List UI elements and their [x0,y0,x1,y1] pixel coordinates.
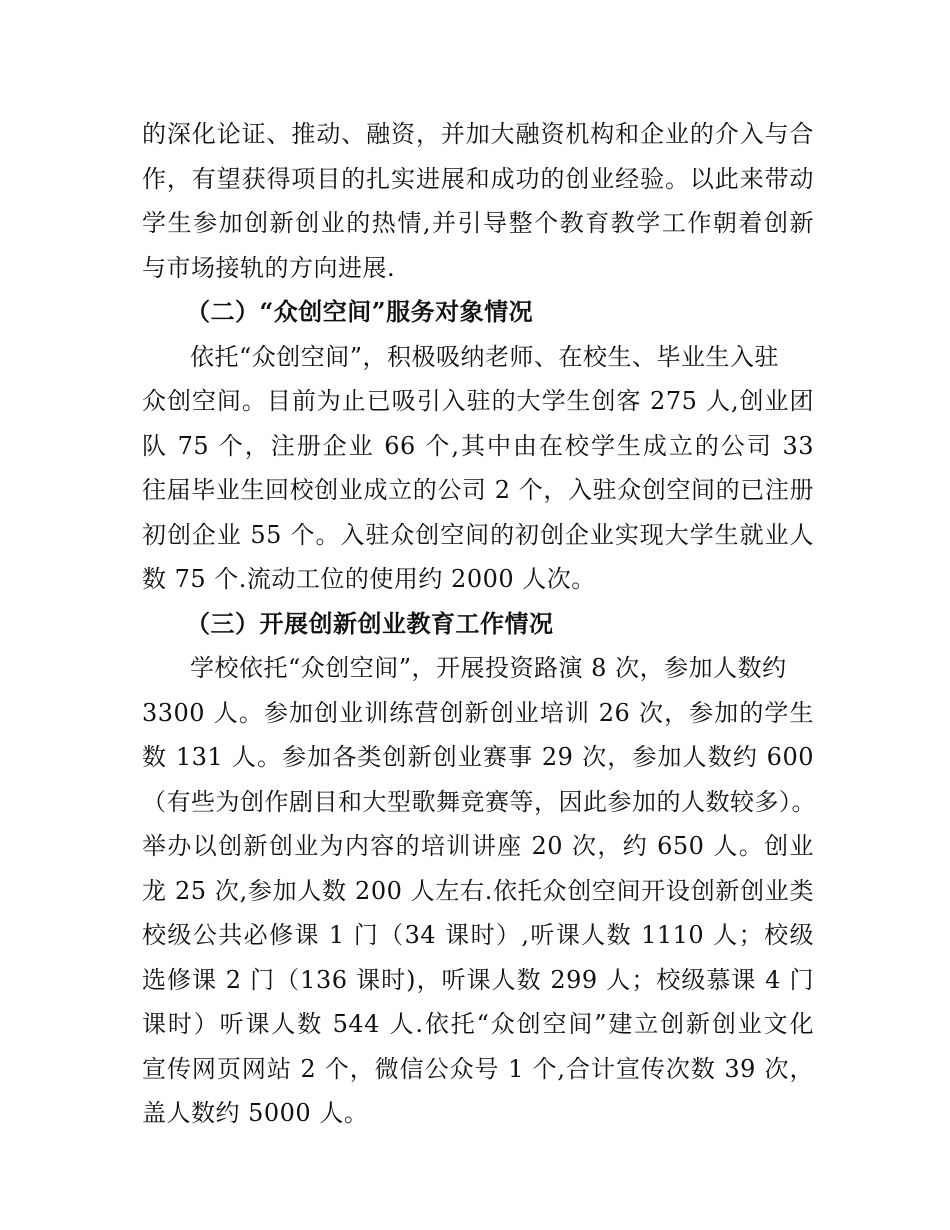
paragraph-service-targets [142,335,814,602]
text-line: 数 131 人。参加各类创新创业赛事 29 次，参加人数约 600 [142,743,814,771]
text-line: 往届毕业生回校创业成立的公司 2 个，入驻众创空间的已注册 [142,476,814,504]
paragraph-education-work [142,646,814,1136]
text-line: 宣传网页网站 2 个，微信公众号 1 个,合计宣传次数 39 次， [142,1054,814,1083]
text-line: 初创企业 55 个。入驻众创空间的初创企业实现大学生就业人 [142,520,814,549]
text-line: 课时）听课人数 544 人.依托“众创空间”建立创新创业文化 [142,1010,814,1038]
document-page [142,112,814,1136]
text-line: 校级公共必修课 1 门（34 课时）,听课人数 1110 人；校级 [142,921,814,949]
text-line: （有些为创作剧目和大型歌舞竞赛等，因此参加的人数较多）。 [142,787,816,816]
text-line: 与市场接轨的方向进展. [142,253,396,282]
text-line: 学生参加创新创业的热情,并引导整个教育教学工作朝着创新 [142,209,814,237]
section-heading-education-work: （三）开展创新创业教育工作情况 [186,608,554,638]
section-heading-service-targets: （二）“众创空间”服务对象情况 [186,297,534,326]
text-line: 众创空间。目前为止已吸引入驻的大学生创客 275 人,创业团 [142,387,814,415]
text-line: 举办以创新创业为内容的培训讲座 20 次，约 650 人。创业 [142,832,814,860]
text-line: 依托“众创空间”，积极吸纳老师、在校生、毕业生入驻 [190,342,780,371]
text-line: 队 75 个，注册企业 66 个,其中由在校学生成立的公司 33 [142,431,814,460]
text-line: 数 75 个.流动工位的使用约 2000 人次。 [142,565,596,593]
text-line: 龙 25 次,参加人数 200 人左右.依托众创空间开设创新创业类 [142,876,814,905]
text-line: 盖人数约 5000 人。 [142,1099,369,1127]
text-line: 作，有望获得项目的扎实进展和成功的创业经验。以此来带动 [142,164,814,193]
paragraph-financing [142,112,814,290]
text-line: 的深化论证、推动、融资，并加大融资机构和企业的介入与合 [142,120,814,148]
text-line: 选修课 2 门（136 课时)，听课人数 299 人；校级慕课 4 门 [142,965,814,994]
text-line: 学校依托“众创空间”，开展投资路演 8 次，参加人数约 [190,654,787,682]
text-line: 3300 人。参加创业训练营创新创业培训 26 次，参加的学生 [142,698,814,727]
